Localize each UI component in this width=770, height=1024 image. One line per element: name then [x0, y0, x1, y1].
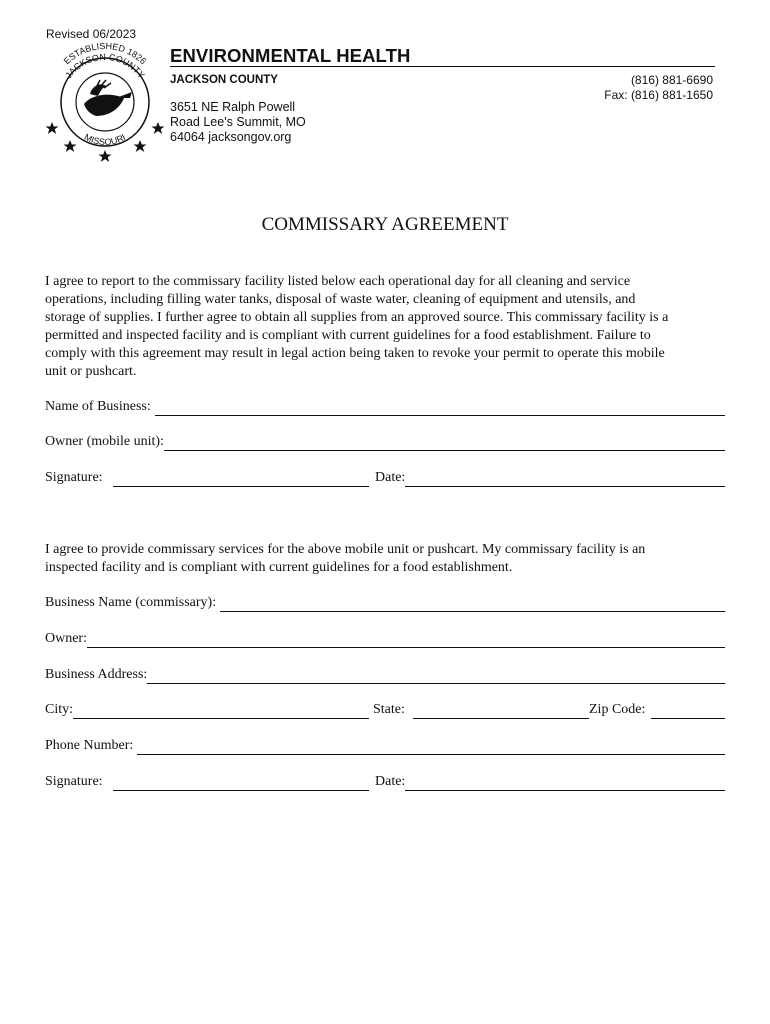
state-input-line[interactable] — [413, 704, 589, 719]
fax-number: Fax: (816) 881-1650 — [604, 88, 713, 102]
city-label: City: — [45, 702, 74, 717]
state-label: State: — [373, 702, 405, 717]
city-field[interactable] — [45, 701, 369, 719]
zip-code-input-line[interactable] — [651, 704, 725, 719]
phone-number: (816) 881-6690 — [630, 73, 713, 87]
seal-county-text: JACKSON COUNTY — [63, 51, 147, 81]
department-title: ENVIRONMENTAL HEALTH — [170, 45, 411, 66]
commissary-business-name-label: Business Name (commissary): — [45, 595, 217, 610]
operator-date-field[interactable] — [375, 469, 725, 487]
commissary-signature-field[interactable] — [45, 773, 369, 791]
county-name: JACKSON COUNTY — [170, 74, 278, 86]
commissary-owner-input-line[interactable] — [87, 633, 725, 648]
commissary-agreement-paragraph — [45, 541, 725, 577]
commissary-date-label: Date: — [375, 774, 406, 789]
operator-date-input-line[interactable] — [405, 472, 725, 487]
address-line-3: 64064 jacksongov.org — [170, 130, 292, 144]
city-input-line[interactable] — [73, 704, 369, 719]
business-address-field[interactable] — [45, 666, 725, 684]
business-address-label: Business Address: — [45, 667, 148, 682]
zip-code-label: Zip Code: — [589, 702, 646, 717]
commissary-business-name-input-line[interactable] — [220, 597, 725, 612]
business-address-input-line[interactable] — [147, 669, 725, 684]
seal-emblem-icon — [84, 80, 132, 116]
commissary-date-input-line[interactable] — [405, 776, 725, 791]
operator-agreement-paragraph — [45, 273, 725, 381]
operator-signature-input-line[interactable] — [113, 472, 369, 487]
state-field[interactable] — [373, 701, 589, 719]
paragraph-line: comply with this agreement may result in legal action being taken to revoke your permit to operate this mobile — [45, 346, 665, 361]
business-name-input-line[interactable] — [155, 401, 725, 416]
seal-established-text: ESTABLISHED 1826 — [61, 42, 149, 67]
owner-mobile-unit-field[interactable] — [45, 433, 725, 451]
commissary-owner-label: Owner: — [45, 631, 87, 646]
operator-signature-field[interactable] — [45, 469, 369, 487]
phone-number-label: Phone Number: — [45, 738, 134, 753]
paragraph-line: permitted and inspected facility and is compliant with current guidelines for a food establishment. Failure to — [45, 328, 651, 343]
document-title: COMMISSARY AGREEMENT — [261, 214, 509, 235]
address-line-1: 3651 NE Ralph Powell — [170, 100, 296, 114]
commissary-signature-label: Signature: — [45, 774, 103, 789]
business-name-label: Name of Business: — [45, 399, 151, 414]
paragraph-line: I agree to provide commissary services for the above mobile unit or pushcart. My commissary facility is an — [45, 542, 646, 557]
business-name-field[interactable] — [45, 398, 725, 416]
commissary-owner-field[interactable] — [45, 630, 725, 648]
paragraph-line: inspected facility and is compliant with current guidelines for a food establishment. — [45, 560, 513, 575]
operator-date-label: Date: — [375, 470, 406, 485]
paragraph-line: storage of supplies. I further agree to obtain all supplies from an approved source. This commissary facility is a — [45, 310, 669, 325]
address-line-2: Road Lee's Summit, MO — [170, 115, 306, 129]
commissary-date-field[interactable] — [375, 773, 725, 791]
county-seal — [44, 42, 166, 166]
seal-state-text: MISSOURI — [82, 131, 128, 148]
zip-code-field[interactable] — [589, 701, 725, 719]
commissary-business-name-field[interactable] — [45, 594, 725, 612]
header-divider — [170, 66, 715, 67]
operator-signature-label: Signature: — [45, 470, 103, 485]
owner-mobile-unit-input-line[interactable] — [164, 436, 725, 451]
owner-mobile-unit-label: Owner (mobile unit): — [45, 434, 164, 449]
paragraph-line: operations, including filling water tanks, disposal of waste water, cleaning of equipment and utensils, and — [45, 292, 636, 307]
revision-date: Revised 06/2023 — [46, 27, 137, 41]
commissary-signature-input-line[interactable] — [113, 776, 369, 791]
paragraph-line: I agree to report to the commissary facility listed below each operational day for all cleaning and service — [45, 274, 631, 289]
paragraph-line: unit or pushcart. — [45, 364, 137, 379]
phone-number-input-line[interactable] — [137, 740, 725, 755]
phone-number-field[interactable] — [45, 737, 725, 755]
